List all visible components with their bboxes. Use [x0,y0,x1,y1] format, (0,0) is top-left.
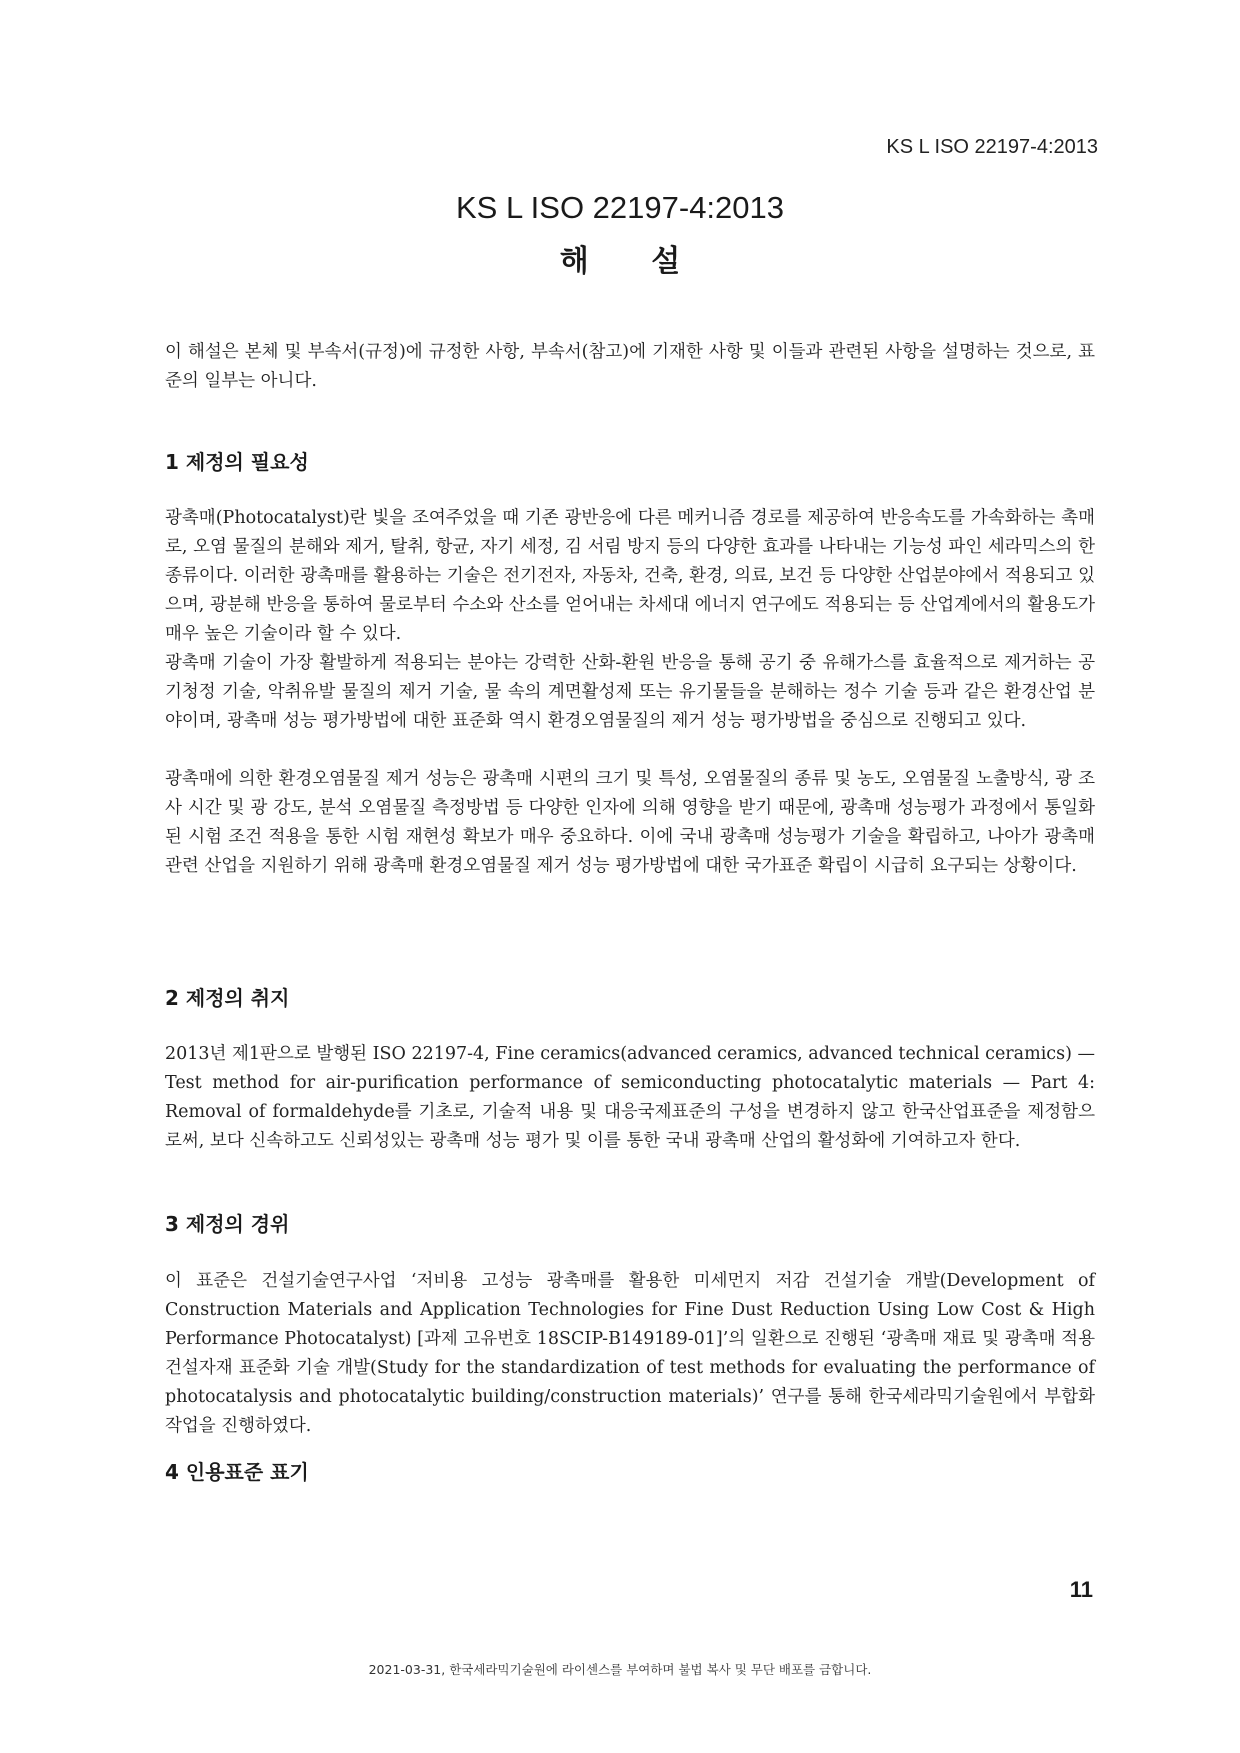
section-3-paragraph-1: 이 표준은 건설기술연구사업 ‘저비용 고성능 광촉매를 활용한 미세먼지 저감 건설기술 개발(Development of Construction Materials and Application Technologies for Fine Dust Reduction Using Low Cost & High Performance Photocatalyst) [과제 고유번호 18SCIP-B149189-01]’의 일환으로 진행된 ‘광촉매 재료 및 광촉매 적용 건설자재 표준화 기술 개발(Study for the standardization of test methods for evaluating the performance of photocatalysis and photocatalytic building/construction materials)’ 연구를 통해 한국세라믹기술원에서 부합화 작업을 진행하였다. [165,1271,1095,1436]
license-footer: 2021-03-31, 한국세라믹기술원에 라이센스를 부여하며 불법 복사 및 무단 배포를 금합니다. [368,1662,872,1677]
section-1-heading: 1 제정의 필요성 [165,450,309,474]
intro-block [165,338,1095,396]
document-title: KS L ISO 22197-4:2013 [455,190,785,225]
page-number: 11 [1069,1577,1093,1602]
section-2-heading: 2 제정의 취지 [165,986,290,1010]
section-2-paragraph-1: 2013년 제1판으로 발행된 ISO 22197-4, Fine ceramics(advanced ceramics, advanced technical ceramics) — Test method for air-purification performance of semiconducting photocatalytic materials — Part 4: Removal of formaldehyde를 기초로, 기술적 내용 및 대응국제표준의 구성을 변경하지 않고 한국산업표준을 제정함으로써, 보다 신속하고도 신뢰성있는 광촉매 성능 평가 및 이를 통한 국내 광촉매 산업의 활성화에 기여하고자 한다. [165,1044,1095,1151]
document-subtitle: 해 설 [559,244,707,279]
section-3-heading: 3 제정의 경위 [165,1212,290,1236]
header-standard-code: KS L ISO 22197-4:2013 [886,136,1098,158]
section-4-heading: 4 인용표준 표기 [165,1460,309,1484]
section-1-paragraph-2: 광촉매 기술이 가장 활발하게 적용되는 분야는 강력한 산화-환원 반응을 통해 공기 중 유해가스를 효율적으로 제거하는 공기청정 기술, 악취유발 물질의 제거 기술, 물 속의 계면활성제 또는 유기물들을 분해하는 정수 기술 등과 같은 환경산업 분야이며, 광촉매 성능 평가방법에 대한 표준화 역시 환경오염물질의 제거 성능 평가방법을 중심으로 진행되고 있다. [165,653,1095,731]
section-1-paragraph-3: 광촉매에 의한 환경오염물질 제거 성능은 광촉매 시편의 크기 및 특성, 오염물질의 종류 및 농도, 오염물질 노출방식, 광 조사 시간 및 광 강도, 분석 오염물질 측정방법 등 다양한 인자에 의해 영향을 받기 때문에, 광촉매 성능평가 과정에서 통일화된 시험 조건 적용을 통한 시험 재현성 확보가 매우 중요하다. 이에 국내 광촉매 성능평가 기술을 확립하고, 나아가 광촉매 관련 산업을 지원하기 위해 광촉매 환경오염물질 제거 성능 평가방법에 대한 국가표준 확립이 시급히 요구되는 상황이다. [165,769,1095,876]
section-3-body [165,1267,1095,1441]
section-2-body [165,1040,1095,1156]
section-1-paragraph-1: 광촉매(Photocatalyst)란 빛을 조여주었을 때 기존 광반응에 다른 메커니즘 경로를 제공하여 반응속도를 가속화하는 촉매로, 오염 물질의 분해와 제거, 탈취, 항균, 자기 세정, 김 서림 방지 등의 다양한 효과를 나타내는 기능성 파인 세라믹스의 한 종류이다. 이러한 광촉매를 활용하는 기술은 전기전자, 자동차, 건축, 환경, 의료, 보건 등 다양한 산업분야에서 적용되고 있으며, 광분해 반응을 통하여 물로부터 수소와 산소를 얻어내는 차세대 에너지 연구에도 적용되는 등 산업계에서의 활용도가 매우 높은 기술이라 할 수 있다. [165,508,1095,644]
intro-paragraph: 이 해설은 본체 및 부속서(규정)에 규정한 사항, 부속서(참고)에 기재한 사항 및 이들과 관련된 사항을 설명하는 것으로, 표준의 일부는 아니다. [165,342,1095,391]
section-1-body [165,504,1095,881]
